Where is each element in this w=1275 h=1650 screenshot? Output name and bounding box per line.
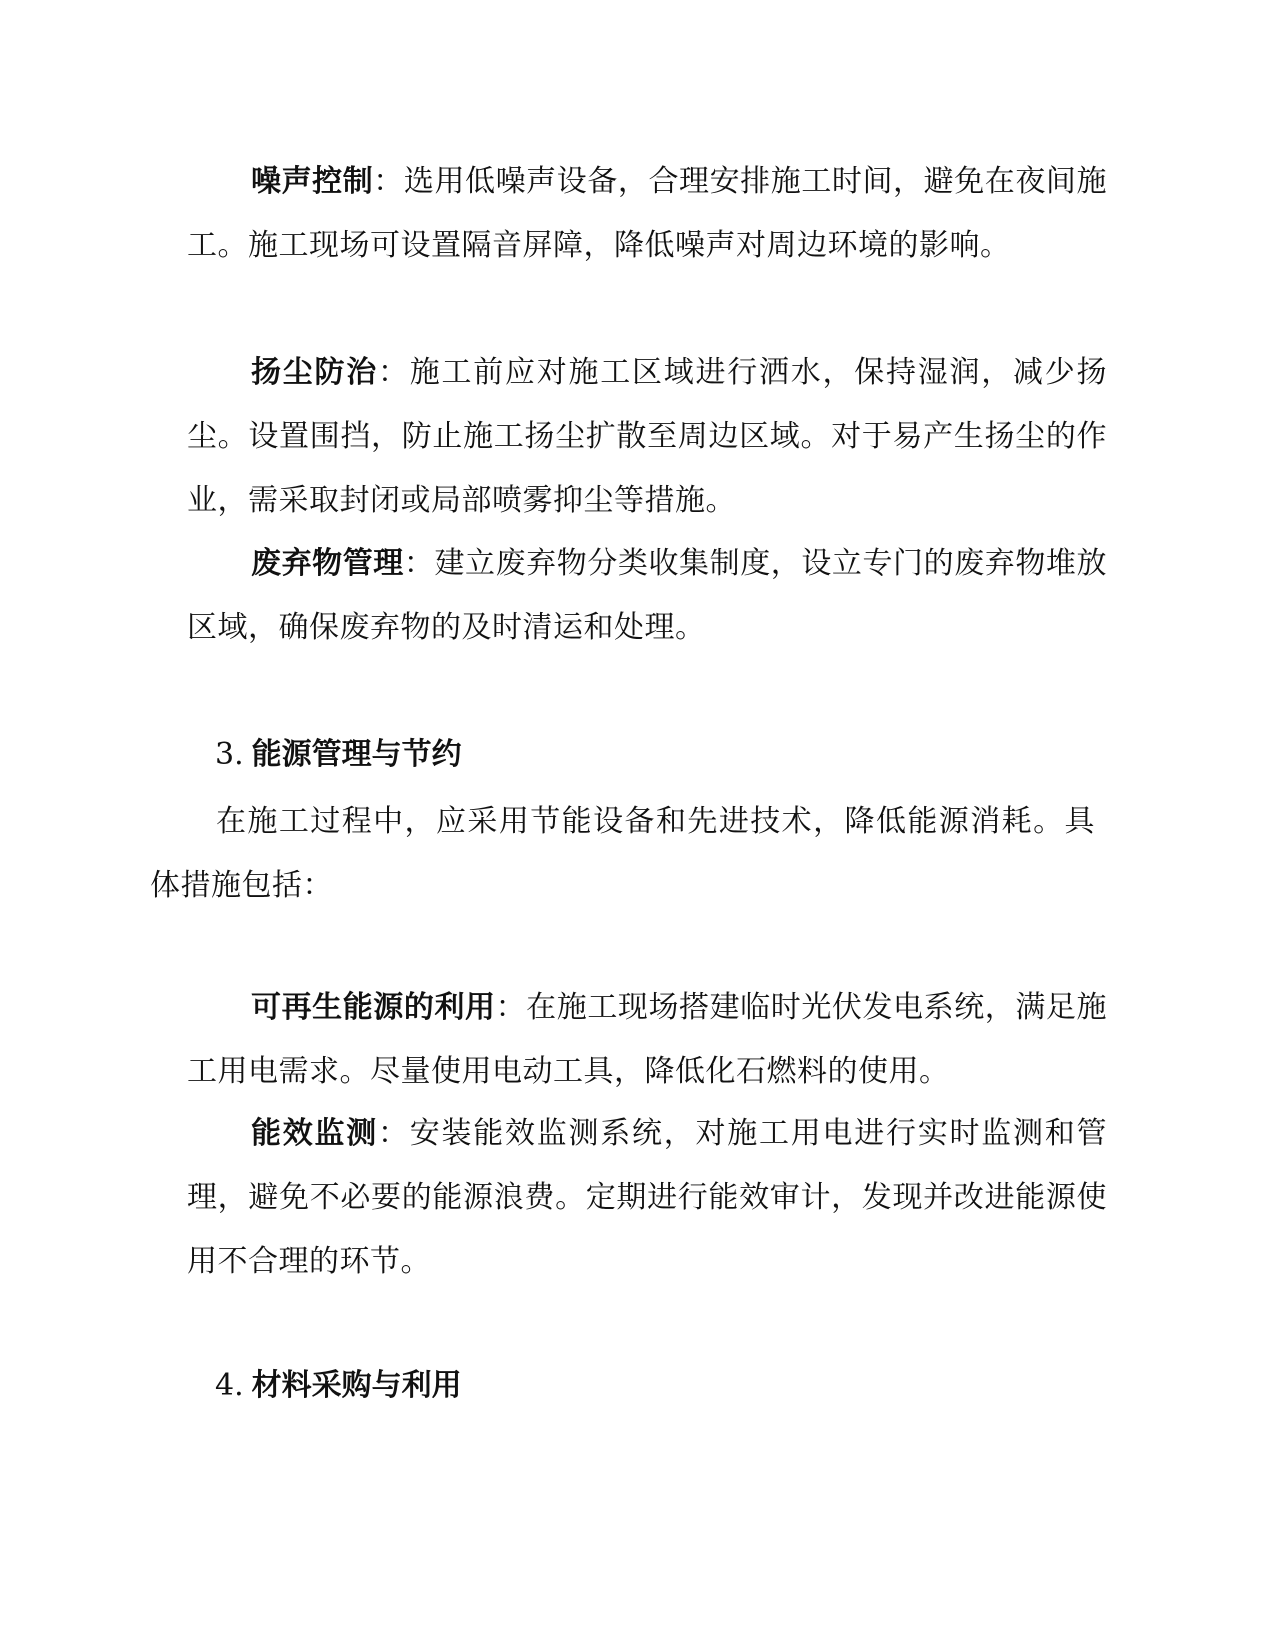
section-number-3: 3. [215, 737, 244, 772]
paragraph-noise-control [187, 150, 1107, 278]
section-title-4: 材料采购与利用 [251, 1368, 462, 1403]
term-noise-control: 噪声控制 [251, 164, 374, 199]
section-title-3: 能源管理与节约 [251, 737, 462, 772]
text-renewable-energy: ：在施工现场搭建临时光伏发电系统，满足施工用电需求。尽量使用电动工具，降低化石燃料的使用。 [187, 990, 1108, 1089]
paragraph-renewable-energy [187, 976, 1107, 1104]
text-energy-monitoring: ：安装能效监测系统，对施工用电进行实时监测和管理，避免不必要的能源浪费。定期进行能效审计，发现并改进能源使用不合理的环节。 [187, 1116, 1107, 1279]
text-dust-prevention: ：施工前应对施工区域进行洒水，保持湿润，减少扬尘。设置围挡，防止施工扬尘扩散至周边区域。对于易产生扬尘的作业，需采取封闭或局部喷雾抑尘等措施。 [187, 355, 1107, 518]
term-renewable-energy: 可再生能源的利用 [251, 990, 496, 1025]
text-energy-intro: 在施工过程中，应采用节能设备和先进技术，降低能源消耗。具体措施包括： [150, 804, 1095, 903]
paragraph-energy-intro [150, 790, 1095, 918]
section-heading-4 [215, 1366, 462, 1406]
paragraph-dust-prevention [187, 341, 1107, 533]
term-waste-management: 废弃物管理 [251, 546, 404, 581]
section-number-4: 4. [215, 1368, 244, 1403]
term-dust-prevention: 扬尘防治 [251, 355, 378, 390]
paragraph-energy-monitoring [187, 1102, 1107, 1294]
paragraph-waste-management [187, 532, 1107, 660]
text-waste-management: ：建立废弃物分类收集制度，设立专门的废弃物堆放区域，确保废弃物的及时清运和处理。 [187, 546, 1108, 645]
text-noise-control: ：选用低噪声设备，合理安排施工时间，避免在夜间施工。施工现场可设置隔音屏障，降低噪声对周边环境的影响。 [187, 164, 1107, 263]
section-heading-3 [215, 735, 462, 775]
term-energy-monitoring: 能效监测 [251, 1116, 378, 1151]
